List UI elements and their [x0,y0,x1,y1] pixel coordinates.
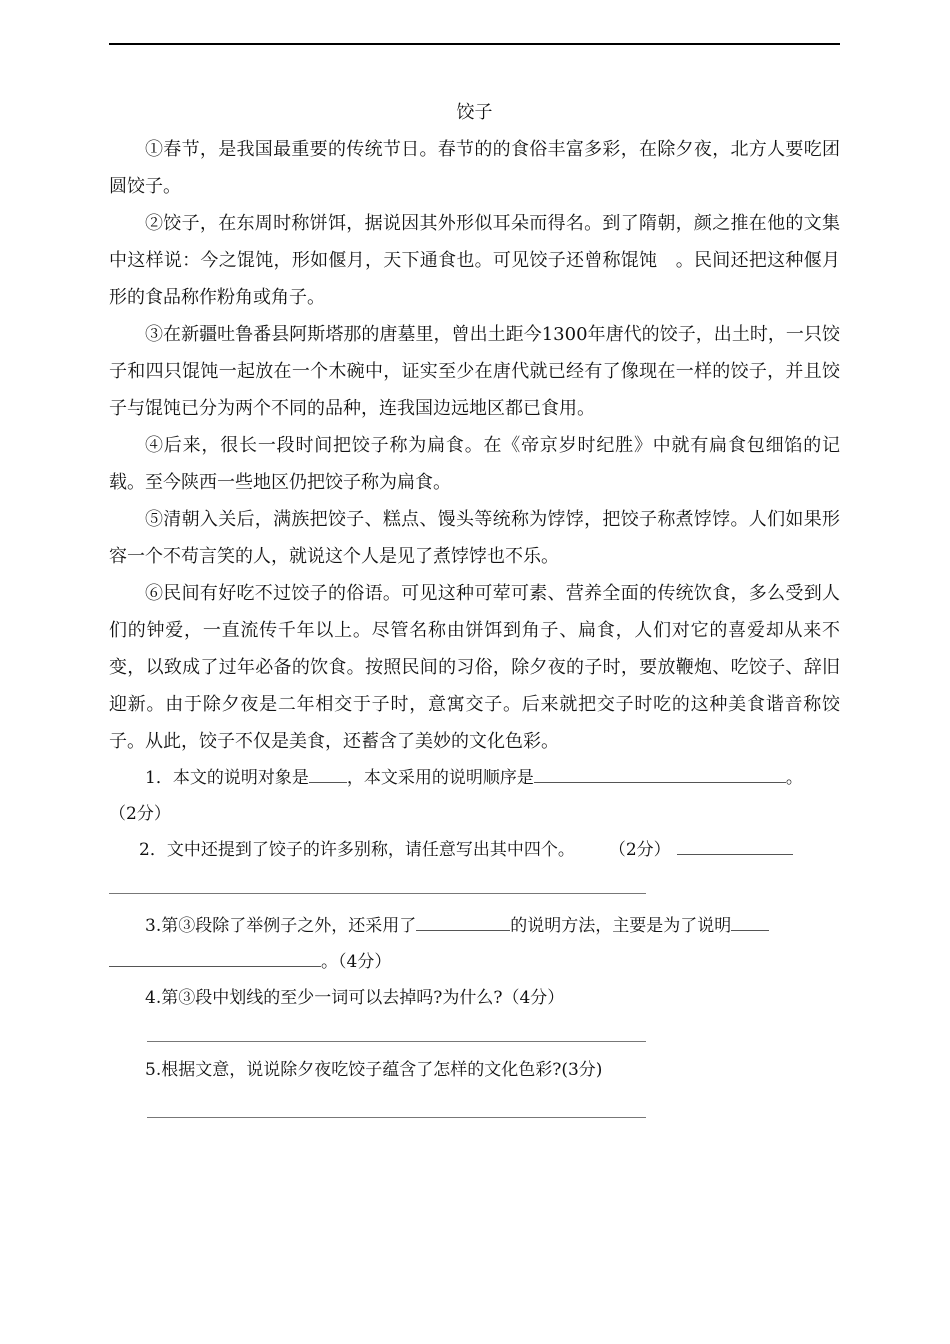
paragraph-6: ⑥民间有好吃不过饺子的俗语。可见这种可荤可素、营养全面的传统饮食，多么受到人们的钟爱，一直流传千年以上。尽管名称由饼饵到角子、扁食，人们对它的喜爱却从来不变，以致成了过年必备的饮食。按照民间的习俗，除夕夜的子时，要放鞭炮、吃饺子、辞旧迎新。由于除夕夜是二年相交于子时，意寓交子。后来就把交子时吃的这种美食谐音称饺子。从此，饺子不仅是美食，还蓄含了美妙的文化色彩。 [109,583,840,752]
question-3-answer-blank-1[interactable] [416,912,510,931]
question-4-answer-line[interactable] [109,1016,840,1052]
document-body [109,95,840,1128]
question-5-answer-line[interactable] [109,1088,840,1128]
article-title: 饺子 [456,102,493,123]
question-2-answer-blank-1[interactable] [677,836,793,855]
paragraph-1: ①春节，是我国最重要的传统节日。春节的的食俗丰富多彩，在除夕夜，北方人要吃团圆饺子。 [109,139,840,197]
question-1-text-b: ，本文采用的说明顺序是 [346,768,534,788]
question-1-text-a: 1．本文的说明对象是 [145,768,309,788]
header-rule [109,43,840,45]
question-3-text-c: 。（4分） [321,952,392,972]
question-2-answer-line[interactable] [109,868,840,904]
question-4-text: 4.第③段中划线的至少一词可以去掉吗?为什么?（4分） [145,988,565,1008]
question-5 [109,1052,840,1128]
question-2 [109,832,840,904]
paragraph-5: ⑤清朝入关后，满族把饺子、糕点、馒头等统称为饽饽，把饺子称煮饽饽。人们如果形容一个不苟言笑的人，就说这个人是见了煮饽饽也不乐。 [109,509,840,567]
question-3-text-b: 的说明方法，主要是为了说明 [510,916,732,936]
question-1-answer-blank-2[interactable] [534,764,786,783]
question-3-answer-blank-2[interactable] [731,912,769,931]
question-1-text-c: 。 [785,768,803,788]
paragraph-2: ②饺子，在东周时称饼饵，据说因其外形似耳朵而得名。到了隋朝，颜之推在他的文集中这样说：今之馄饨，形如偃月，天下通食也。可见饺子还曾称馄饨 。民间还把这种偃月形的食品称作粉角或角子。 [109,213,840,308]
question-3-answer-blank-3[interactable] [109,948,321,967]
question-1 [109,760,840,832]
question-3-text-a: 3.第③段除了举例子之外，还采用了 [145,916,417,936]
question-2-text: 2．文中还提到了饺子的许多别称，请任意写出其中四个。 [139,840,575,860]
question-2-points: （2分） [608,840,671,860]
question-4 [109,980,840,1052]
question-1-answer-blank-1[interactable] [309,764,347,783]
paragraph-3: ③在新疆吐鲁番县阿斯塔那的唐墓里，曾出土距今1300年唐代的饺子，出土时，一只饺子和四只馄饨一起放在一个木碗中，证实至少在唐代就已经有了像现在一样的饺子，并且饺子与馄饨已分为两个不同的品种，连我国边远地区都已食用。 [109,324,840,419]
question-1-points: （2分） [109,804,171,824]
question-3 [109,908,840,980]
paragraph-4: ④后来，很长一段时间把饺子称为扁食。在《帝京岁时纪胜》中就有扁食包细馅的记载。至今陕西一些地区仍把饺子称为扁食。 [109,435,840,493]
question-5-text: 5.根据文意，说说除夕夜吃饺子蕴含了怎样的文化色彩?(3分) [145,1060,603,1080]
